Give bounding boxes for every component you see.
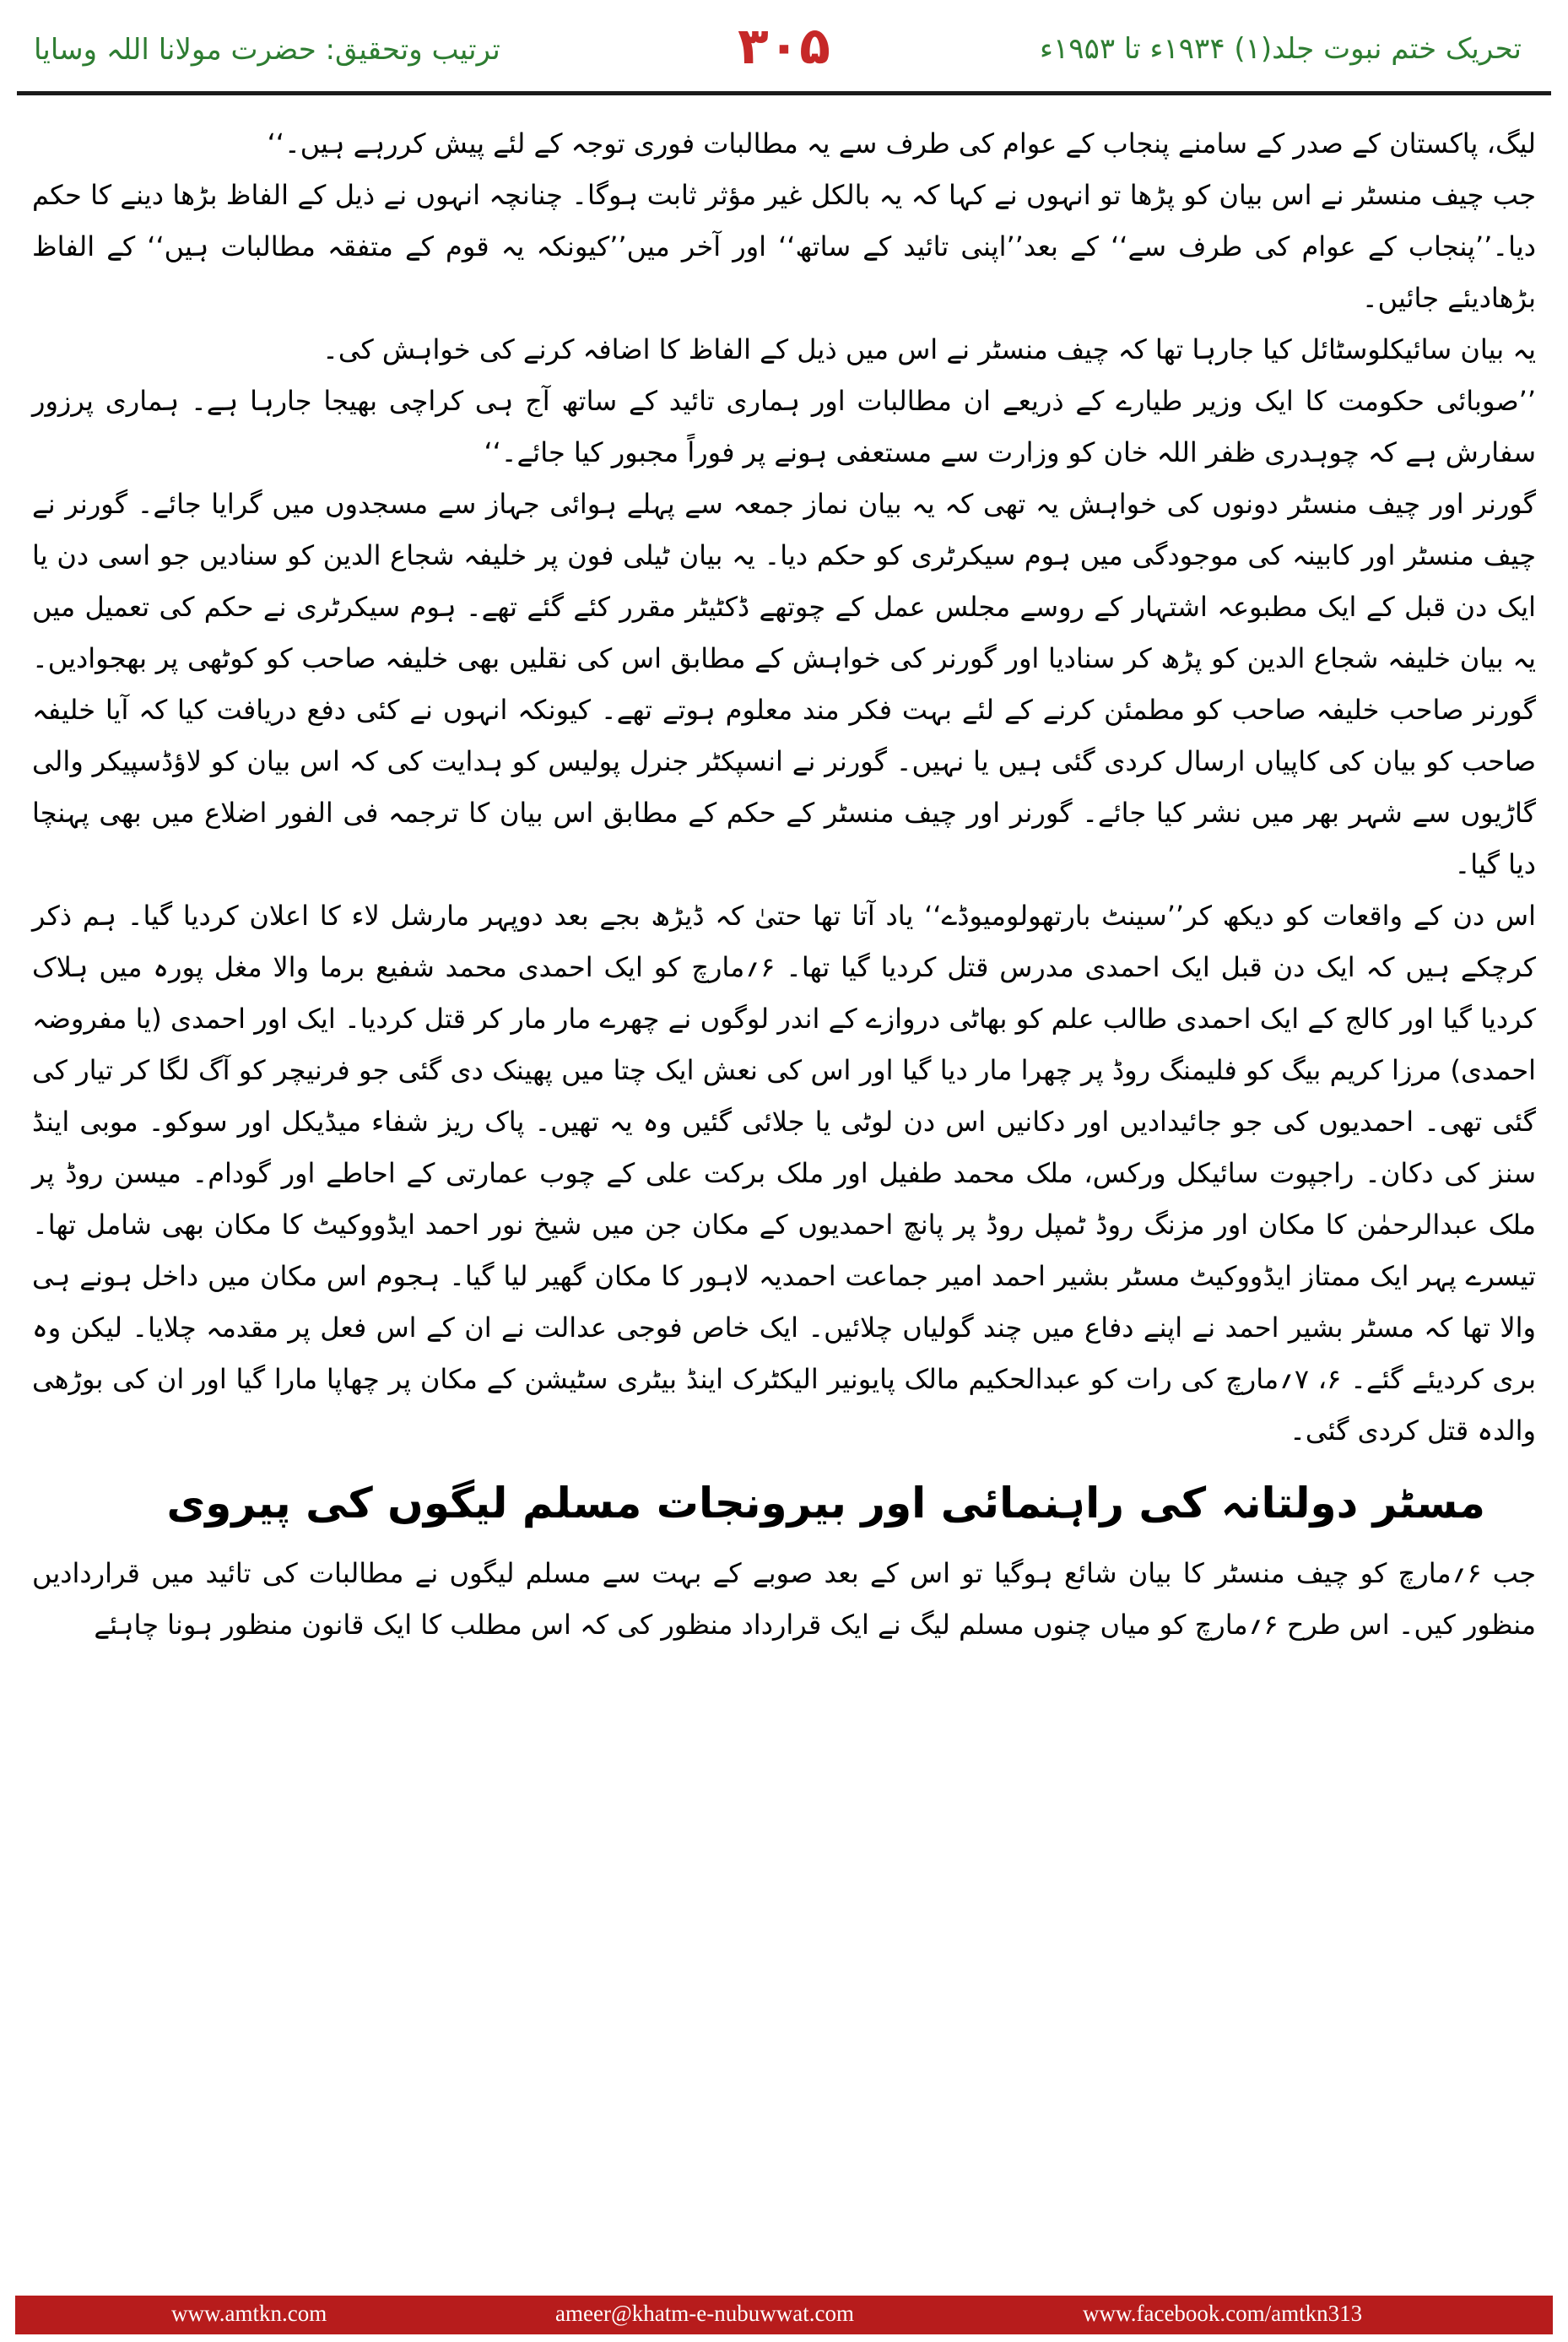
paragraph-6: اس دن کے واقعات کو دیکھ کر’’سینٹ بارتھولومیوڈے‘‘ یاد آتا تھا حتیٰ کہ ڈیڑھ بجے بعد دوپہر مارشل لاء کا اعلان کردیا گیا۔ ہم ذکر کرچکے ہیں کہ ایک دن قبل ایک احمدی مدرس قتل کردیا گیا تھا۔ ۶؍مارچ کو ایک احمدی محمد شفیع برما والا مغل پورہ میں ہلاک کردیا گیا اور کالج کے ایک احمدی طالب علم کو بھاٹی دروازے کے اندر لوگوں نے چھرے مار مار کر قتل کردیا۔ ایک اور احمدی (یا مفروضہ احمدی) مرزا کریم بیگ کو فلیمنگ روڈ پر چھرا مار دیا گیا اور اس کی نعش ایک چتا میں پھینک دی گئی جو فرنیچر کو آگ لگا کر تیار کی گئی تھی۔ احمدیوں کی جو جائیدادیں اور دکانیں اس دن لوٹی یا جلائی گئیں وہ یہ تھیں۔ پاک ریز شفاء میڈیکل اور سوکو۔ موبی اینڈ سنز کی دکان۔ راجپوت سائیکل ورکس، ملک محمد طفیل اور ملک برکت علی کے چوب عمارتی کے احاطے اور گودام۔ میسن روڈ پر ملک عبدالرحمٰن کا مکان اور مزنگ روڈ ٹمپل روڈ پر پانچ احمدیوں کے مکان جن میں شیخ نور احمد ایڈووکیٹ کا مکان بھی شامل تھا۔ تیسرے پہر ایک ممتاز ایڈووکیٹ مسٹر بشیر احمد امیر جماعت احمدیہ لاہور کا مکان گھیر لیا گیا۔ ہجوم اس مکان میں داخل ہونے ہی والا تھا کہ مسٹر بشیر احمد نے اپنے دفاع میں چند گولیاں چلائیں۔ ایک خاص فوجی عدالت نے ان کے اس فعل پر مقدمہ چلایا۔ لیکن وہ بری کردیئے گئے۔ ۶، ۷؍مارچ کی رات کو عبدالحکیم مالک پایونیر الیکٹرک اینڈ بیٹری سٹیشن کے مکان پر چھاپا مارا گیا اور ان کی بوڑھی والدہ قتل کردی گئی۔ [32,900,1537,1447]
page-number: ۳۰۵ [738,17,830,76]
page-footer [15,2296,1553,2334]
website-link[interactable]: www.amtkn.com [171,2301,327,2326]
email-link[interactable]: ameer@khatm-e-nubuwwat.com [555,2301,854,2326]
facebook-link[interactable]: www.facebook.com/amtkn313 [1083,2301,1363,2326]
compiler-credit: ترتیب وتحقیق: حضرت مولانا اللہ وسایا [34,33,500,67]
section-heading: مسٹر دولتانہ کی راہنمائی اور بیرونجات مسلم لیگوں کی پیروی [166,1479,1485,1528]
paragraph-7: جب ۶؍مارچ کو چیف منسٹر کا بیان شائع ہوگیا تو اس کے بعد صوبے کے بہت سے مسلم لیگوں نے مطالبات کی تائید میں قراردادیں منظور کیں۔ اس طرح ۶؍مارچ کو میاں چنوں مسلم لیگ نے ایک قرارداد منظور کی کہ اس مطلب کا ایک قانون منظور ہونا چاہئے [32,1557,1537,1641]
paragraph-5: گورنر اور چیف منسٹر دونوں کی خواہش یہ تھی کہ یہ بیان نماز جمعہ سے پہلے ہوائی جہاز سے مسجدوں میں گرایا جائے۔ گورنر نے چیف منسٹر اور کابینہ کی موجودگی میں ہوم سیکرٹری کو حکم دیا۔ یہ بیان ٹیلی فون پر خلیفہ شجاع الدین کو سنادیں جو اسی دن یا ایک دن قبل کے ایک مطبوعہ اشتہار کے روسے مجلس عمل کے چوتھے ڈکٹیٹر مقرر کئے گئے تھے۔ ہوم سیکرٹری نے حکم کی تعمیل میں یہ بیان خلیفہ شجاع الدین کو پڑھ کر سنادیا اور گورنر کی خواہش کے مطابق اس کی نقلیں بھی خلیفہ صاحب کو کوٹھی پر بھجوادیں۔ گورنر صاحب خلیفہ صاحب کو مطمئن کرنے کے لئے بہت فکر مند معلوم ہوتے تھے۔ کیونکہ انہوں نے کئی دفع دریافت کیا کہ آیا خلیفہ صاحب کو بیان کی کاپیاں ارسال کردی گئی ہیں یا نہیں۔ گورنر نے انسپکٹر جنرل پولیس کو ہدایت کی کہ اس بیان کو لاؤڈسپیکر والی گاڑیوں سے شہر بھر میں نشر کیا جائے۔ گورنر اور چیف منسٹر کے حکم کے مطابق اس بیان کا ترجمہ فی الفور اضلاع میں بھی پہنچا دیا گیا۔ [32,488,1536,880]
paragraph-2: جب چیف منسٹر نے اس بیان کو پڑھا تو انہوں نے کہا کہ یہ بالکل غیر مؤثر ثابت ہوگا۔ چنانچہ انہوں نے ذیل کے الفاظ بڑھا دینے کا حکم دیا۔’’پنجاب کے عوام کی طرف سے‘‘ کے بعد’’اپنی تائید کے ساتھ‘‘ اور آخر میں’’کیونکہ یہ قوم کے متفقہ مطالبات ہیں‘‘ کے الفاظ بڑھادیئے جائیں۔ [32,179,1536,314]
page-body [32,118,1536,2253]
header-divider [17,91,1551,95]
page-header [0,0,1568,101]
book-title: تحریک ختم نبوت جلد(۱) ۱۹۳۴ء تا ۱۹۵۳ء [1040,32,1522,66]
paragraph-4-quote: ’’صوبائی حکومت کا ایک وزیر طیارے کے ذریعے ان مطالبات اور ہماری تائید کے ساتھ آج ہی کراچی بھیجا جارہا ہے۔ ہماری پرزور سفارش ہے کہ چوہدری ظفر اللہ خان کو وزارت سے مستعفی ہونے پر فوراً مجبور کیا جائے۔‘‘ [32,385,1536,468]
paragraph-1: لیگ، پاکستان کے صدر کے سامنے پنجاب کے عوام کی طرف سے یہ مطالبات فوری توجہ کے لئے پیش کررہے ہیں۔‘‘ [267,127,1536,160]
paragraph-3: یہ بیان سائیکلوسٹائل کیا جارہا تھا کہ چیف منسٹر نے اس میں ذیل کے الفاظ کا اضافہ کرنے کی خواہش کی۔ [322,333,1536,365]
